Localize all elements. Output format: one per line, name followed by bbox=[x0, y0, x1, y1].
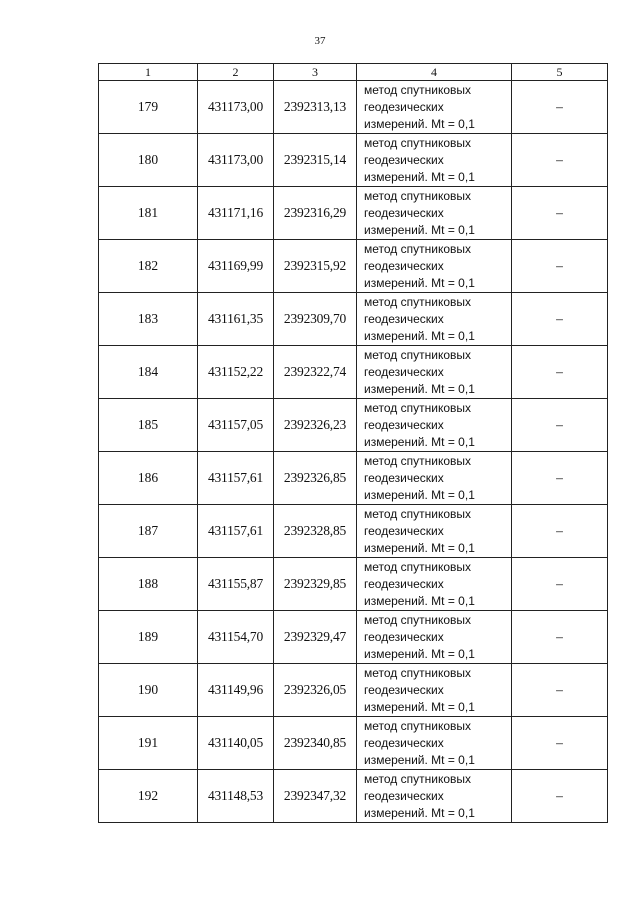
y-coordinate-cell: 2392315,14 bbox=[274, 134, 357, 187]
note-cell: – bbox=[512, 558, 608, 611]
x-coordinate-cell: 431161,35 bbox=[198, 293, 274, 346]
method-cell bbox=[357, 399, 512, 452]
point-number-cell: 187 bbox=[99, 505, 198, 558]
method-text-line: измерений. Mt = 0,1 bbox=[364, 328, 475, 343]
method-text-line: геодезических bbox=[364, 576, 444, 591]
point-number-cell: 182 bbox=[99, 240, 198, 293]
method-cell bbox=[357, 717, 512, 770]
point-number-cell: 183 bbox=[99, 293, 198, 346]
x-coordinate-cell: 431154,70 bbox=[198, 611, 274, 664]
method-text-line: геодезических bbox=[364, 205, 444, 220]
point-number-cell: 181 bbox=[99, 187, 198, 240]
method-text-line: геодезических bbox=[364, 364, 444, 379]
note-cell: – bbox=[512, 187, 608, 240]
x-coordinate-cell: 431155,87 bbox=[198, 558, 274, 611]
method-text-line: измерений. Mt = 0,1 bbox=[364, 646, 475, 661]
method-text-line: измерений. Mt = 0,1 bbox=[364, 593, 475, 608]
page-number: 37 bbox=[314, 35, 326, 47]
x-coordinate-cell: 431157,61 bbox=[198, 452, 274, 505]
point-number-cell: 184 bbox=[99, 346, 198, 399]
note-cell: – bbox=[512, 505, 608, 558]
note-cell: – bbox=[512, 346, 608, 399]
y-coordinate-cell: 2392315,92 bbox=[274, 240, 357, 293]
coordinates-table bbox=[98, 63, 608, 823]
table-row bbox=[99, 558, 608, 611]
y-coordinate-cell: 2392340,85 bbox=[274, 717, 357, 770]
method-cell bbox=[357, 770, 512, 823]
method-cell bbox=[357, 452, 512, 505]
column-header: 3 bbox=[274, 64, 357, 81]
method-cell bbox=[357, 664, 512, 717]
method-text-line: измерений. Mt = 0,1 bbox=[364, 381, 475, 396]
point-number-cell: 190 bbox=[99, 664, 198, 717]
column-header: 5 bbox=[512, 64, 608, 81]
column-header: 2 bbox=[198, 64, 274, 81]
method-text-line: геодезических bbox=[364, 258, 444, 273]
method-text-line: геодезических bbox=[364, 629, 444, 644]
x-coordinate-cell: 431149,96 bbox=[198, 664, 274, 717]
method-text-line: метод спутниковых bbox=[364, 400, 472, 415]
table-body bbox=[99, 81, 608, 823]
table-row bbox=[99, 399, 608, 452]
method-text-line: измерений. Mt = 0,1 bbox=[364, 699, 475, 714]
table-row bbox=[99, 452, 608, 505]
y-coordinate-cell: 2392313,13 bbox=[274, 81, 357, 134]
point-number-cell: 185 bbox=[99, 399, 198, 452]
method-text-line: измерений. Mt = 0,1 bbox=[364, 805, 475, 820]
method-text-line: геодезических bbox=[364, 682, 444, 697]
method-text-line: геодезических bbox=[364, 735, 444, 750]
method-text-line: геодезических bbox=[364, 311, 444, 326]
note-cell: – bbox=[512, 293, 608, 346]
y-coordinate-cell: 2392347,32 bbox=[274, 770, 357, 823]
x-coordinate-cell: 431157,05 bbox=[198, 399, 274, 452]
note-cell: – bbox=[512, 611, 608, 664]
method-text-line: измерений. Mt = 0,1 bbox=[364, 434, 475, 449]
x-coordinate-cell: 431152,22 bbox=[198, 346, 274, 399]
method-text-line: метод спутниковых bbox=[364, 718, 472, 733]
method-text-line: измерений. Mt = 0,1 bbox=[364, 222, 475, 237]
method-text-line: геодезических bbox=[364, 99, 444, 114]
y-coordinate-cell: 2392329,47 bbox=[274, 611, 357, 664]
x-coordinate-cell: 431169,99 bbox=[198, 240, 274, 293]
method-cell bbox=[357, 240, 512, 293]
y-coordinate-cell: 2392316,29 bbox=[274, 187, 357, 240]
note-cell: – bbox=[512, 134, 608, 187]
y-coordinate-cell: 2392326,85 bbox=[274, 452, 357, 505]
note-cell: – bbox=[512, 717, 608, 770]
y-coordinate-cell: 2392326,05 bbox=[274, 664, 357, 717]
method-cell bbox=[357, 346, 512, 399]
note-cell: – bbox=[512, 664, 608, 717]
method-cell bbox=[357, 558, 512, 611]
table-row bbox=[99, 611, 608, 664]
method-text-line: измерений. Mt = 0,1 bbox=[364, 169, 475, 184]
point-number-cell: 192 bbox=[99, 770, 198, 823]
method-text-line: метод спутниковых bbox=[364, 453, 472, 468]
table-row bbox=[99, 664, 608, 717]
y-coordinate-cell: 2392322,74 bbox=[274, 346, 357, 399]
x-coordinate-cell: 431140,05 bbox=[198, 717, 274, 770]
method-text-line: геодезических bbox=[364, 788, 444, 803]
method-cell bbox=[357, 611, 512, 664]
method-text-line: метод спутниковых bbox=[364, 241, 472, 256]
method-cell bbox=[357, 293, 512, 346]
method-text-line: геодезических bbox=[364, 417, 444, 432]
note-cell: – bbox=[512, 452, 608, 505]
column-header: 4 bbox=[357, 64, 512, 81]
table-row bbox=[99, 770, 608, 823]
method-text-line: метод спутниковых bbox=[364, 506, 472, 521]
x-coordinate-cell: 431148,53 bbox=[198, 770, 274, 823]
note-cell: – bbox=[512, 240, 608, 293]
method-text-line: геодезических bbox=[364, 470, 444, 485]
point-number-cell: 191 bbox=[99, 717, 198, 770]
method-text-line: геодезических bbox=[364, 523, 444, 538]
method-text-line: геодезических bbox=[364, 152, 444, 167]
table-row bbox=[99, 346, 608, 399]
point-number-cell: 188 bbox=[99, 558, 198, 611]
x-coordinate-cell: 431157,61 bbox=[198, 505, 274, 558]
point-number-cell: 180 bbox=[99, 134, 198, 187]
method-cell bbox=[357, 505, 512, 558]
method-text-line: метод спутниковых bbox=[364, 82, 472, 97]
method-text-line: метод спутниковых bbox=[364, 294, 472, 309]
note-cell: – bbox=[512, 81, 608, 134]
method-text-line: метод спутниковых bbox=[364, 135, 472, 150]
method-text-line: метод спутниковых bbox=[364, 665, 472, 680]
note-cell: – bbox=[512, 399, 608, 452]
y-coordinate-cell: 2392326,23 bbox=[274, 399, 357, 452]
method-text-line: метод спутниковых bbox=[364, 347, 472, 362]
method-text-line: метод спутниковых bbox=[364, 188, 472, 203]
y-coordinate-cell: 2392309,70 bbox=[274, 293, 357, 346]
method-text-line: метод спутниковых bbox=[364, 771, 472, 786]
table-row bbox=[99, 81, 608, 134]
header-row bbox=[99, 64, 608, 81]
y-coordinate-cell: 2392329,85 bbox=[274, 558, 357, 611]
method-cell bbox=[357, 81, 512, 134]
x-coordinate-cell: 431173,00 bbox=[198, 81, 274, 134]
method-text-line: измерений. Mt = 0,1 bbox=[364, 116, 475, 131]
x-coordinate-cell: 431173,00 bbox=[198, 134, 274, 187]
method-cell bbox=[357, 187, 512, 240]
table-row bbox=[99, 134, 608, 187]
y-coordinate-cell: 2392328,85 bbox=[274, 505, 357, 558]
table-row bbox=[99, 505, 608, 558]
point-number-cell: 186 bbox=[99, 452, 198, 505]
method-text-line: измерений. Mt = 0,1 bbox=[364, 540, 475, 555]
note-cell: – bbox=[512, 770, 608, 823]
method-text-line: метод спутниковых bbox=[364, 612, 472, 627]
column-header: 1 bbox=[99, 64, 198, 81]
method-text-line: измерений. Mt = 0,1 bbox=[364, 487, 475, 502]
point-number-cell: 179 bbox=[99, 81, 198, 134]
point-number-cell: 189 bbox=[99, 611, 198, 664]
table-row bbox=[99, 187, 608, 240]
method-text-line: метод спутниковых bbox=[364, 559, 472, 574]
table-row bbox=[99, 717, 608, 770]
table-row bbox=[99, 293, 608, 346]
x-coordinate-cell: 431171,16 bbox=[198, 187, 274, 240]
method-text-line: измерений. Mt = 0,1 bbox=[364, 275, 475, 290]
method-cell bbox=[357, 134, 512, 187]
table-row bbox=[99, 240, 608, 293]
method-text-line: измерений. Mt = 0,1 bbox=[364, 752, 475, 767]
